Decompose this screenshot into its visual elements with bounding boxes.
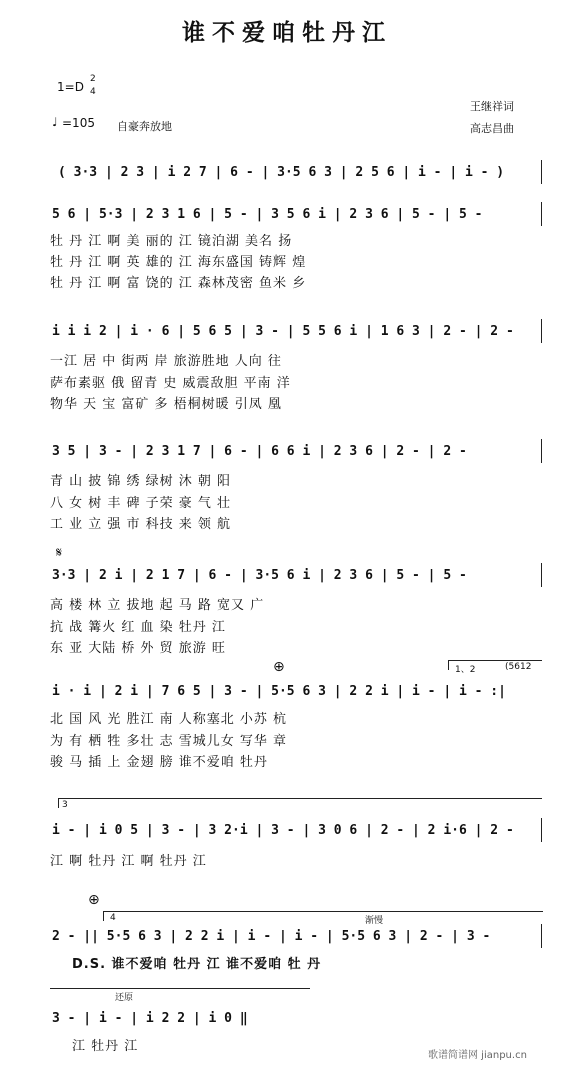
lyric-row-8: D.S. 谁不爱咱 牡丹 江 谁不爱咱 牡 丹: [72, 957, 322, 972]
lyric-row-5-verse-2: 抗 战 篝火 红 血 染 牡丹 江: [50, 620, 226, 635]
volta-4-label: 4: [110, 913, 116, 923]
lyric-row-3-verse-1: 一江 居 中 街两 岸 旅游胜地 人向 往: [50, 354, 282, 369]
lyric-row-6-verse-3: 骏 马 插 上 金翅 膀 谁不爱咱 牡丹: [50, 755, 268, 770]
volta-bracket-4: [103, 911, 543, 912]
lyric-row-6-verse-2: 为 有 栖 牲 多壮 志 雪城儿女 写华 章: [50, 734, 288, 749]
volta-3-label: 3: [62, 800, 68, 810]
volta-bracket-3-left: [58, 798, 59, 808]
time-signature-bottom: 4: [90, 87, 96, 97]
lyric-row-6-verse-1: 北 国 风 光 胜江 南 人称塞北 小苏 杭: [50, 712, 288, 727]
lyric-row-5-verse-1: 高 楼 林 立 拔地 起 马 路 宽又 广: [50, 598, 265, 613]
final-barline-row-7: [541, 818, 542, 842]
lyric-row-3-verse-2: 萨布素驱 俄 留青 史 威震敌胆 平南 洋: [50, 376, 291, 391]
final-barline-row-3: [541, 319, 542, 343]
notation-row-4: 3 5 | 3 - | 2 3 1 7 | 6 - | 6 6 i | 2 3 6 | 2 - | 2 -: [52, 444, 467, 459]
notation-row-7: i - | i 0 5 | 3 - | 3 2·i | 3 - | 3 0 6 | 2 - | 2 i·6 | 2 -: [52, 823, 514, 838]
notation-row-5: 3·3 | 2 i | 2 1 7 | 6 - | 3·5 6 i | 2 3 6 | 5 - | 5 -: [52, 568, 467, 583]
lyric-row-5-verse-3: 东 亚 大陆 桥 外 贸 旅游 旺: [50, 641, 226, 656]
tempo: =105: [62, 116, 95, 130]
final-barline-row-2: [541, 202, 542, 226]
expression-mark: 自豪奔放地: [117, 120, 172, 133]
final-barline-row-1: [541, 160, 542, 184]
time-signature-top: 2: [90, 74, 96, 84]
notation-row-8: 2 - || 5·5 6 3 | 2 2 i | i - | i - | 5·5 6 3 | 2 - | 3 -: [52, 929, 491, 944]
notation-row-9: 3 - | i - | i 2 2 | i 0 ‖: [52, 1011, 248, 1026]
coda-icon: ⊕: [273, 659, 285, 675]
lyric-row-7: 江 啊 牡丹 江 啊 牡丹 江: [50, 854, 207, 869]
lyricist-credit: 王继祥词: [470, 100, 514, 113]
segno-icon: 𝄋: [56, 545, 63, 561]
notation-row-6: i · i | 2 i | 7 6 5 | 3 - | 5·5 6 3 | 2 2 i | i - | i - :|: [52, 684, 506, 699]
notation-row-3: i i i 2 | i · 6 | 5 6 5 | 3 - | 5 5 6 i | 1 6 3 | 2 - | 2 -: [52, 324, 514, 339]
final-barline-row-5: [541, 563, 542, 587]
lyric-row-3-verse-3: 物华 天 宝 富矿 多 梧桐树暖 引凤 凰: [50, 397, 282, 412]
song-title: 谁不爱咱牡丹江: [182, 20, 392, 46]
final-barline-row-8: [541, 924, 542, 948]
notation-row-2: 5 6 | 5·3 | 2 3 1 6 | 5 - | 3 5 6 i | 2 3 6 | 5 - | 5 -: [52, 207, 483, 222]
lyric-row-4-verse-2: 八 女 树 丰 碑 子荣 豪 气 壮: [50, 496, 232, 511]
volta-bracket-1-2: [448, 660, 542, 661]
lyric-row-4-verse-1: 青 山 披 锦 绣 绿树 沐 朝 阳: [50, 474, 232, 489]
watermark: 歌谱简谱网 jianpu.cn: [428, 1050, 527, 1061]
volta-bracket-3: [58, 798, 542, 799]
coda-icon-2: ⊕: [88, 892, 100, 908]
key-signature: 1=D: [57, 80, 84, 94]
lyric-row-2-verse-3: 牡 丹 江 啊 富 饶的 江 森林茂密 鱼米 乡: [50, 276, 307, 291]
volta-bracket-1-2-left: [448, 660, 449, 670]
notation-row-1: ( 3·3 | 2 3 | i 2 7 | 6 - | 3·5 6 3 | 2 5 6 | i - | i - ): [58, 165, 505, 180]
expression-ritardando: 渐慢: [365, 916, 384, 926]
volta-1-2-label: 1、2: [455, 665, 476, 675]
final-barline-row-4: [541, 439, 542, 463]
expression-a-tempo: 还原: [115, 993, 134, 1003]
lyric-row-9: 江 牡丹 江: [72, 1039, 139, 1054]
volta-bracket-4-left: [103, 911, 104, 921]
lyric-row-4-verse-3: 工 业 立 强 市 科技 来 领 航: [50, 517, 232, 532]
tempo-note-icon: ♩: [52, 115, 58, 129]
lyric-row-2-verse-2: 牡 丹 江 啊 英 雄的 江 海东盛国 铸辉 煌: [50, 255, 307, 270]
volta-extra: (5612: [505, 662, 532, 672]
volta-bracket-final: [50, 988, 310, 989]
composer-credit: 高志昌曲: [470, 122, 514, 135]
lyric-row-2-verse-1: 牡 丹 江 啊 美 丽的 江 镜泊湖 美名 扬: [50, 234, 293, 249]
